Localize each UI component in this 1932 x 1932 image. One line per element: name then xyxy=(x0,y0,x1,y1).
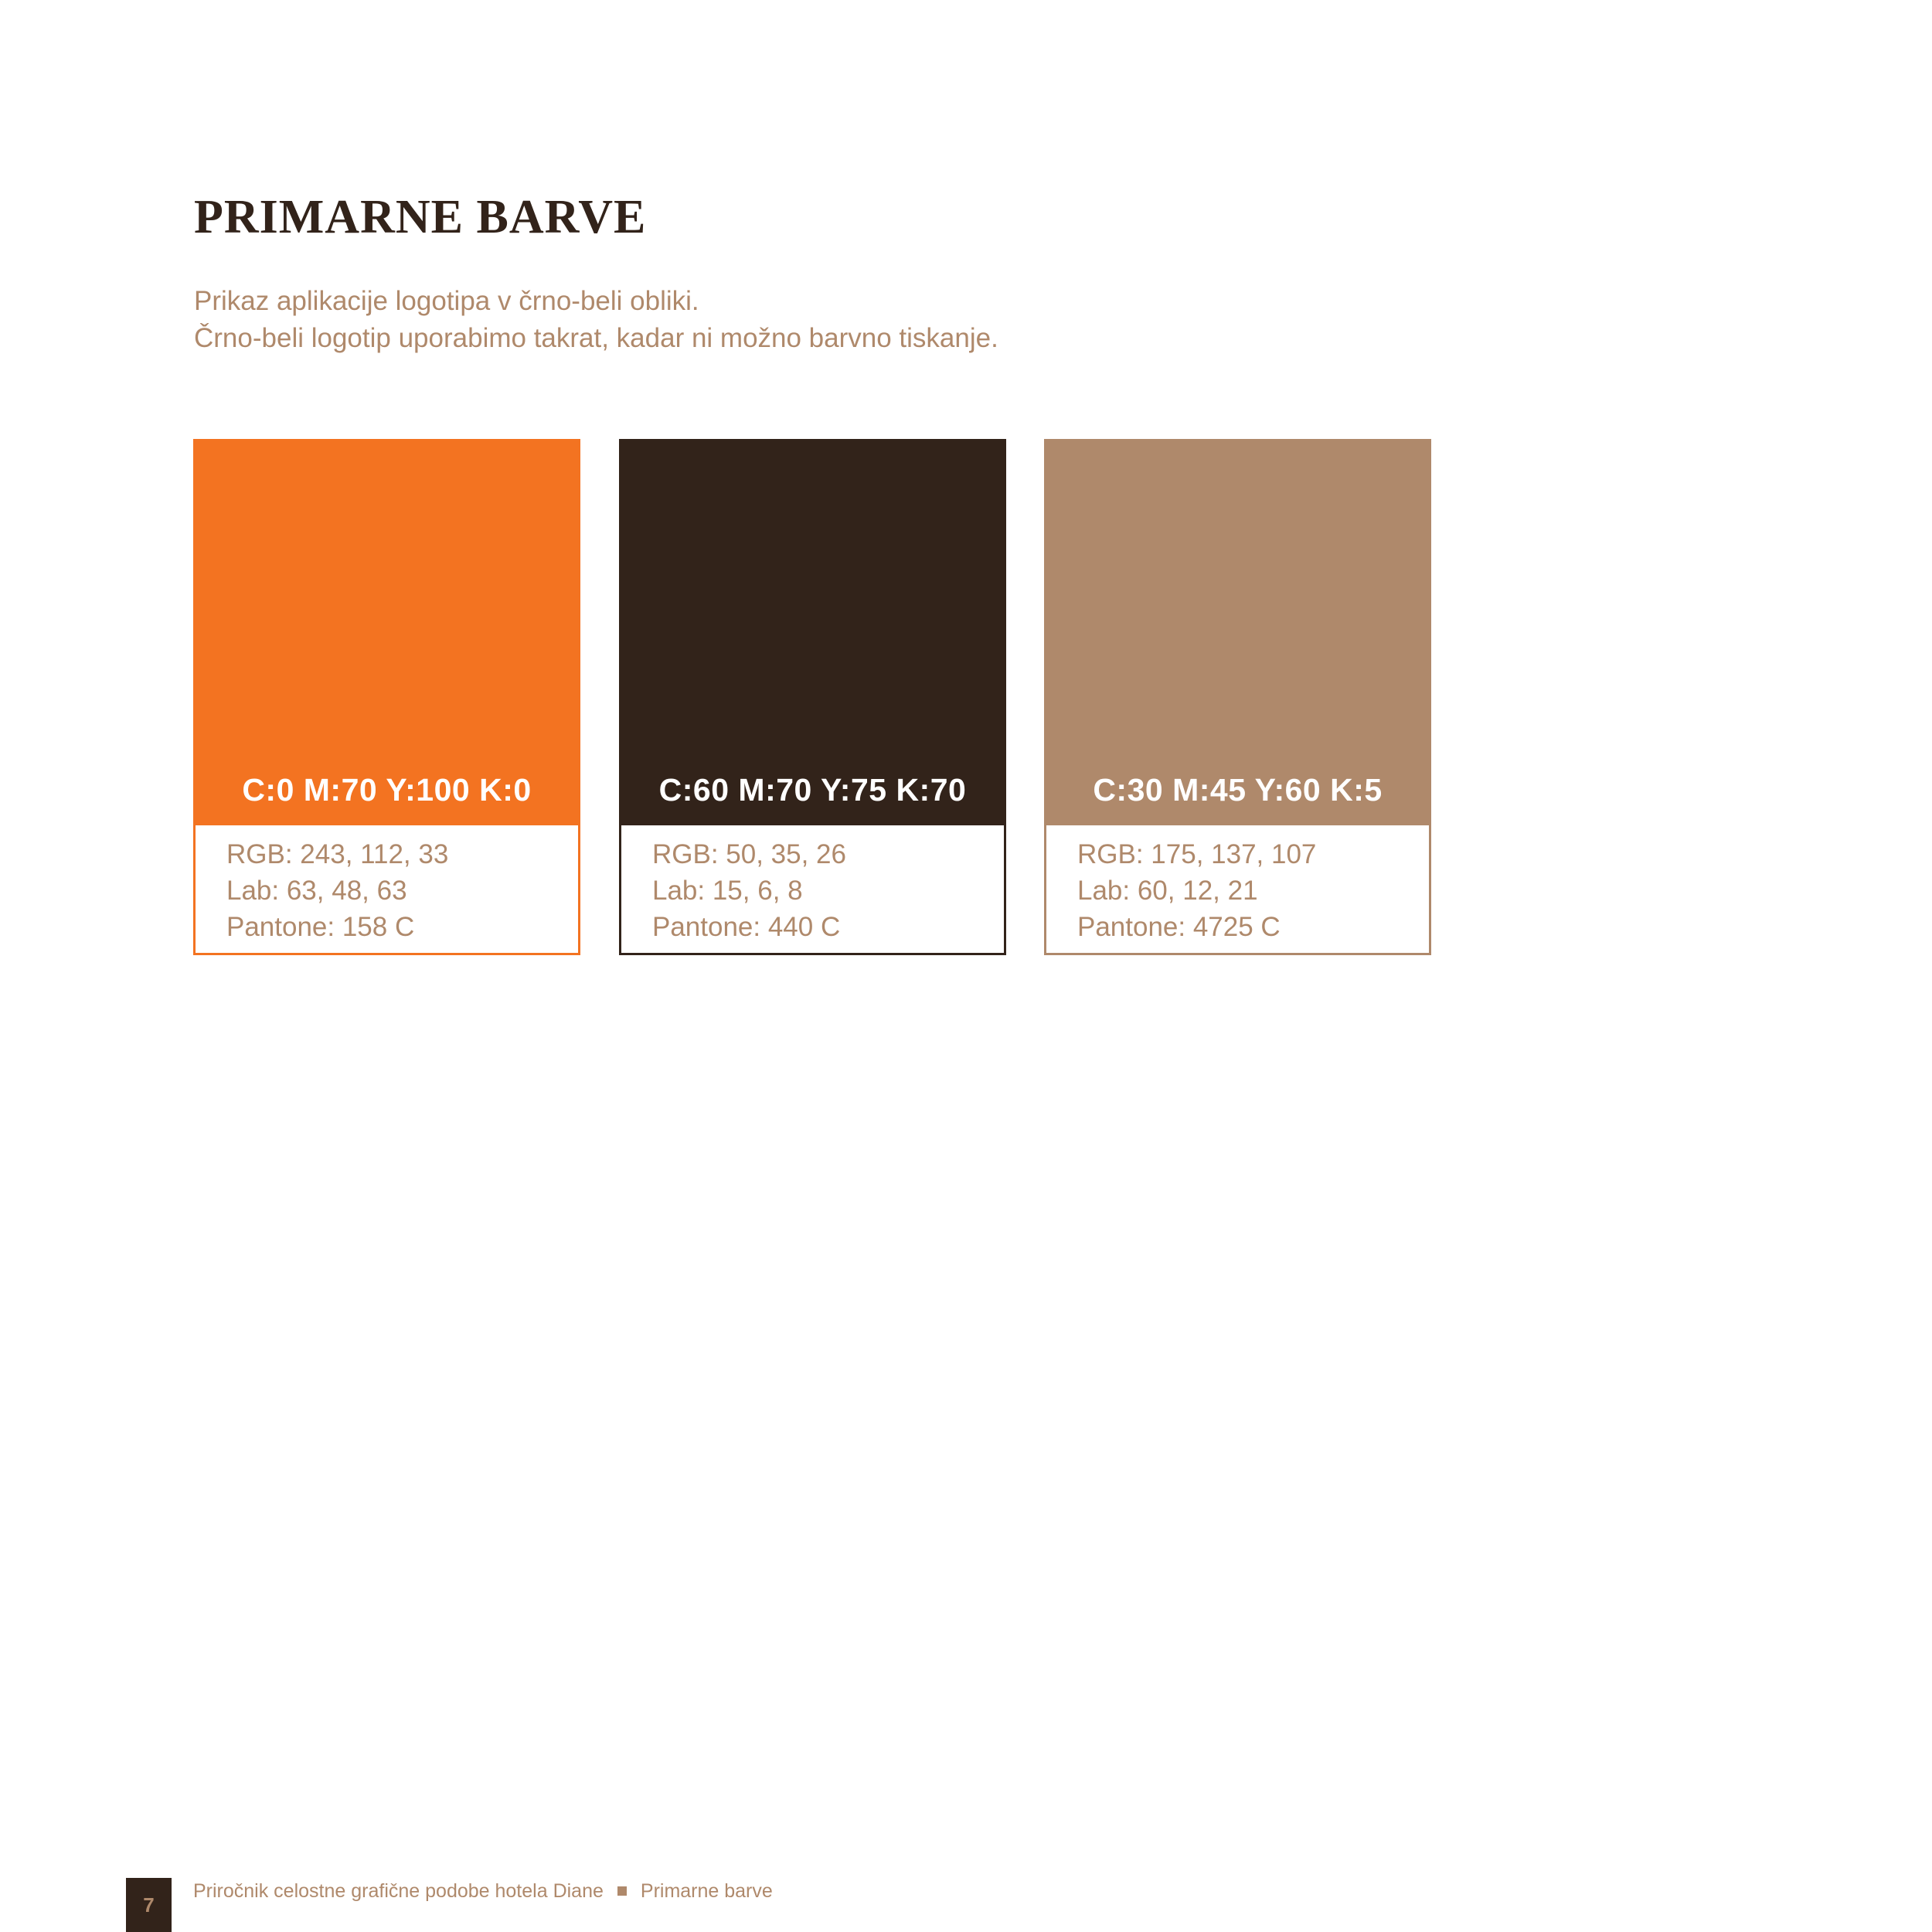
swatch-lab: Lab: 63, 48, 63 xyxy=(226,876,407,906)
swatch-pantone: Pantone: 4725 C xyxy=(1077,912,1281,942)
swatch-lab: Lab: 60, 12, 21 xyxy=(1077,876,1258,906)
swatch-rgb: RGB: 50, 35, 26 xyxy=(652,839,846,869)
swatch-cmyk-label: C:60 M:70 Y:75 K:70 xyxy=(658,772,967,808)
swatch-cmyk-label: C:0 M:70 Y:100 K:0 xyxy=(242,772,532,808)
swatch-color-block xyxy=(619,439,1006,825)
swatch-color-block xyxy=(193,439,580,825)
swatch-pantone: Pantone: 158 C xyxy=(226,912,415,942)
swatch-rgb: RGB: 175, 137, 107 xyxy=(1077,839,1317,869)
footer-document-title: Priročnik celostne grafične podobe hotela Diane xyxy=(193,1880,604,1902)
swatch-color-block xyxy=(1044,439,1431,825)
footer-section-name: Primarne barve xyxy=(640,1880,773,1902)
footer-page-number: 7 xyxy=(126,1878,172,1932)
footer-running-title xyxy=(193,1878,773,1904)
swatch-pantone: Pantone: 440 C xyxy=(652,912,841,942)
swatch-card-dark-brown xyxy=(619,439,1006,955)
footer-square-separator-icon xyxy=(617,1886,627,1896)
swatch-card-tan xyxy=(1044,439,1431,955)
swatch-info-box xyxy=(193,825,580,955)
intro-text xyxy=(194,283,998,357)
swatch-rgb: RGB: 243, 112, 33 xyxy=(226,839,449,869)
swatch-info-box xyxy=(619,825,1006,955)
intro-line: Prikaz aplikacije logotipa v črno-beli obliki. xyxy=(194,286,699,316)
swatch-lab: Lab: 15, 6, 8 xyxy=(652,876,803,906)
page-title: PRIMARNE BARVE xyxy=(194,191,647,243)
intro-line: Črno-beli logotip uporabimo takrat, kadar ni možno barvno tiskanje. xyxy=(194,323,998,353)
swatch-card-orange xyxy=(193,439,580,955)
swatch-info-box xyxy=(1044,825,1431,955)
swatch-cmyk-label: C:30 M:45 Y:60 K:5 xyxy=(1093,772,1383,808)
